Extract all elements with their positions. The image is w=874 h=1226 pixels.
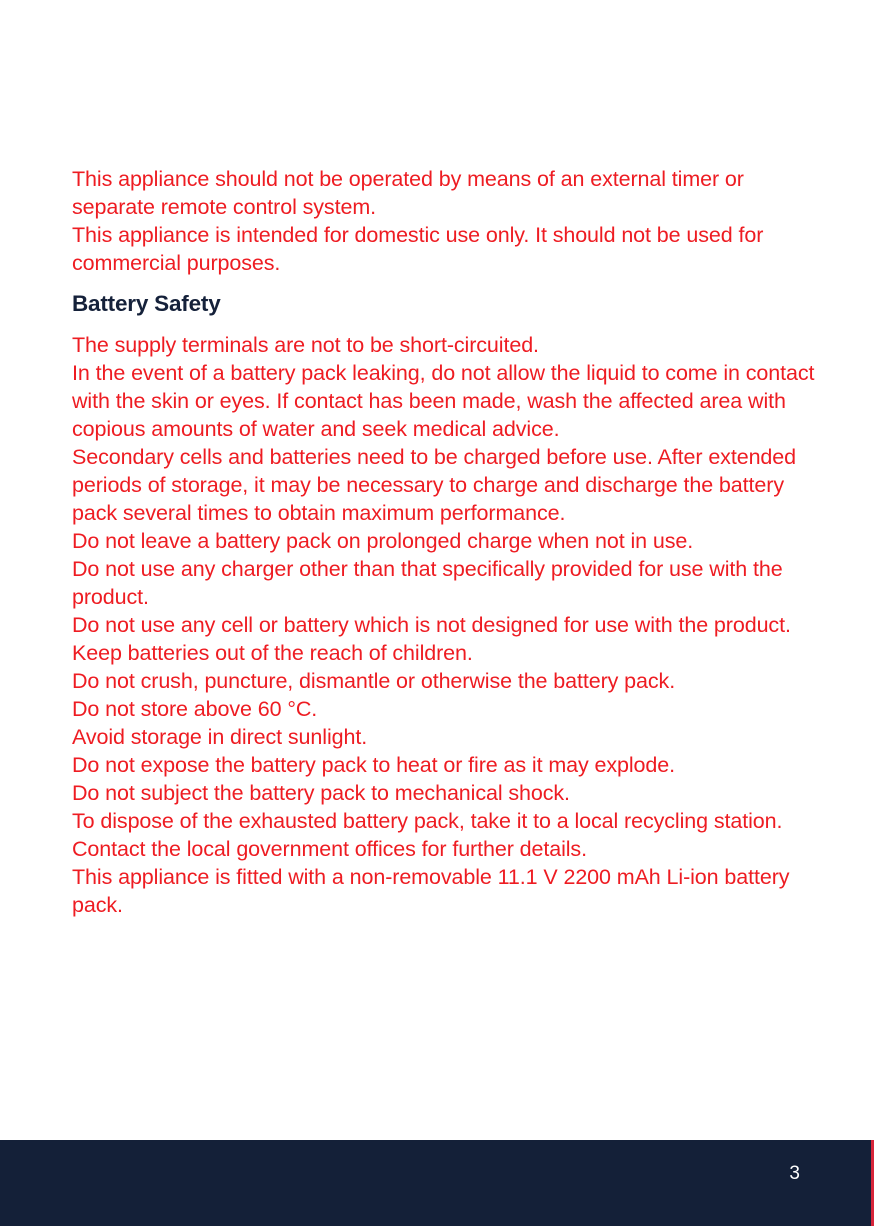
battery-safety-paragraph-3: Secondary cells and batteries need to be charged before use. After extended periods of storage, it may be necessary to charge and discharge the battery pack several times to obtain maximum performance. [72, 445, 796, 525]
battery-safety-paragraph-14: This appliance is fitted with a non-removable 11.1 V 2200 mAh Li-ion battery pack. [72, 865, 790, 917]
battery-safety-paragraph-9: Do not store above 60 °C. [72, 697, 318, 721]
battery-safety-paragraph-1: The supply terminals are not to be short-circuited. [72, 333, 539, 357]
page-content [72, 165, 817, 919]
battery-safety-paragraph-12: Do not subject the battery pack to mechanical shock. [72, 781, 570, 805]
page-number: 3 [789, 1163, 800, 1184]
page-footer [0, 1140, 874, 1226]
battery-safety-paragraph-8: Do not crush, puncture, dismantle or otherwise the battery pack. [72, 669, 676, 693]
battery-safety-paragraph-7: Keep batteries out of the reach of children. [72, 641, 473, 665]
battery-safety-paragraph-5: Do not use any charger other than that specifically provided for use with the product. [72, 557, 783, 609]
battery-safety-paragraph-6: Do not use any cell or battery which is not designed for use with the product. [72, 613, 791, 637]
section-heading-battery-safety: Battery Safety [72, 291, 221, 316]
battery-safety-paragraph-2: In the event of a battery pack leaking, do not allow the liquid to come in contact with the skin or eyes. If contact has been made, wash the affected area with copious amounts of water and seek medical advice. [72, 361, 815, 441]
intro-paragraph-1: This appliance should not be operated by means of an external timer or separate remote control system. [72, 167, 744, 219]
intro-paragraph-2: This appliance is intended for domestic use only. It should not be used for commercial purposes. [72, 223, 764, 275]
battery-safety-paragraph-11: Do not expose the battery pack to heat or fire as it may explode. [72, 753, 676, 777]
battery-safety-paragraph-10: Avoid storage in direct sunlight. [72, 725, 368, 749]
battery-safety-paragraph-13: To dispose of the exhausted battery pack, take it to a local recycling station. Contact the local government offices for further details. [72, 809, 783, 861]
battery-safety-paragraph-4: Do not leave a battery pack on prolonged charge when not in use. [72, 529, 694, 553]
